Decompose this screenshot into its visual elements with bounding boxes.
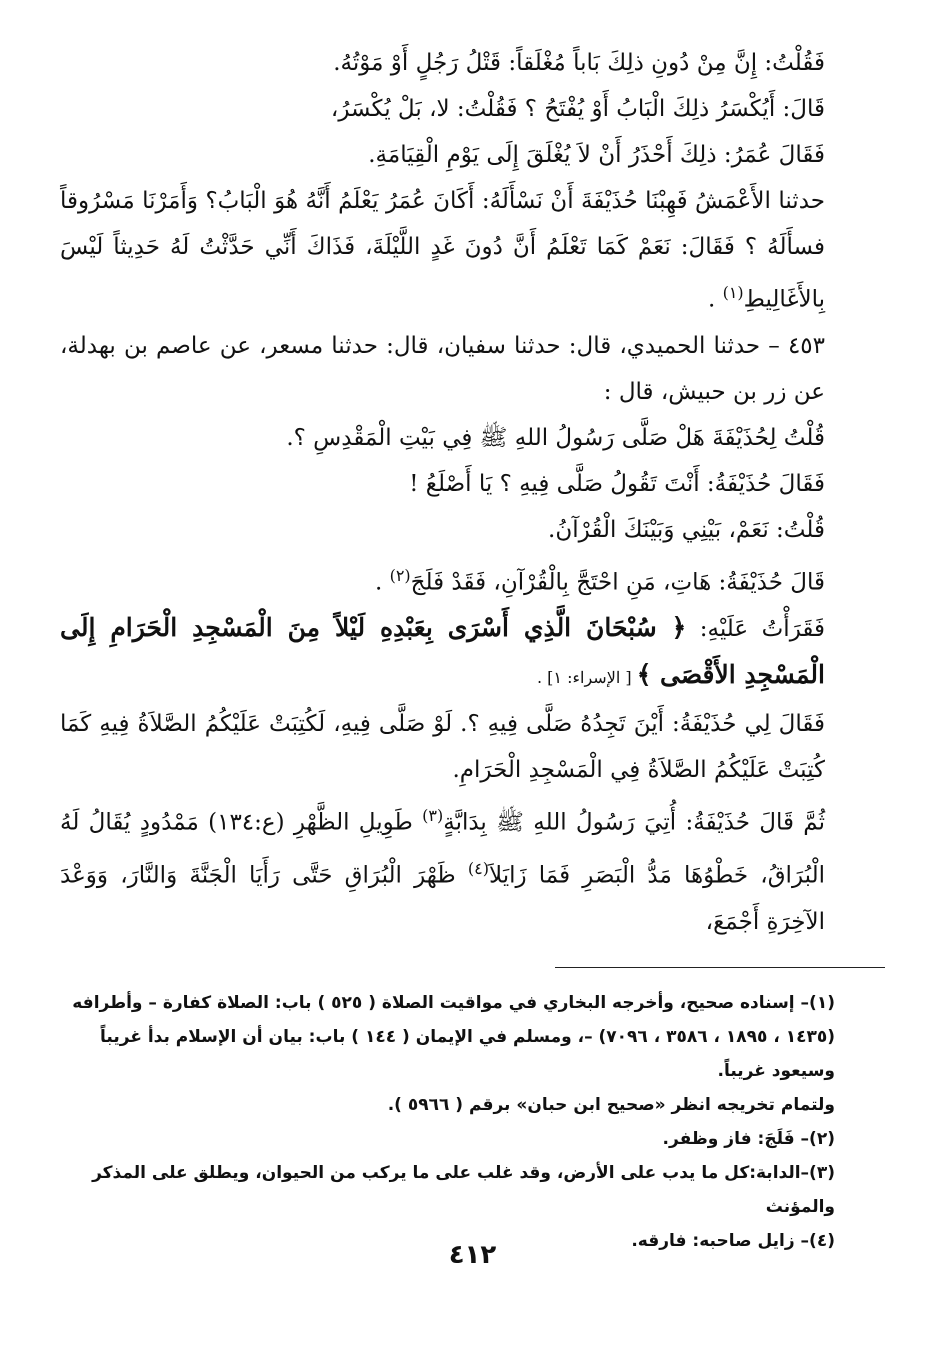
footnote-4: (٤)– زايل صاحبه: فارقه.: [631, 1230, 835, 1251]
footnotes: [60, 986, 885, 1258]
paragraph-text: طَوِيلِ الظَّهْرِ (ع:١٣٤) مَمْدُودٍ يُقَالُ لَهُ الْبُرَاقُ، خَطْوُهَا مَدُّ الْبَصَرِ فَمَا زَايَلاَ: [60, 809, 825, 889]
text-line: فَقَالَ حُذَيْفَةُ: أَنْتَ تَقُولُ صَلَّى فِيهِ ؟ يَا أَصْلَعُ !: [409, 470, 825, 497]
text-line: قُلْتُ لِحُذَيْفَةَ هَلْ صَلَّى رَسُولُ اللهِ ﷺ فِي بَيْتِ الْمَقْدِسِ ؟.: [286, 424, 825, 451]
footnote-marker: (٣): [422, 806, 444, 826]
page-number: ٤١٢: [448, 1240, 497, 1270]
paragraph-text: فَقَالَ لِي حُذَيْفَةُ: أَيْنَ تَجِدُهُ صَلَّى فِيهِ ؟. لَوْ صَلَّى فِيهِ، لَكُتِبَتْ عَلَيْكُمُ الصَّلاَةُ فِيهِ كَمَا كُتِبَتْ عَلَيْكُمُ الصَّلاَةُ فِي الْمَسْجِدِ الْحَرَامِ.: [60, 711, 825, 784]
quran-verse: ﴿ سُبْحَانَ الَّذِي أَسْرَى بِعَبْدِهِ لَيْلاً مِنَ الْمَسْجِدِ الْحَرَامِ إِلَى الْمَسْجِدِ الأَقْصَى ﴾: [60, 613, 825, 690]
footnote-marker: (١): [722, 283, 744, 302]
footnote-marker: (٤): [467, 858, 489, 878]
footnote-2: (٢)– فَلَجَ: فاز وظفر.: [662, 1128, 835, 1149]
quran-reference: [ الإسراء: ١] .: [537, 668, 637, 688]
footnote-1-continued: ولتمام تخريجه انظر «صحيح ابن حبان» برقم ( ٥٩٦٦ ).: [387, 1094, 835, 1115]
hadith-text: ٤٥٣ – حدثنا الحميدي، قال: حدثنا سفيان، قال: حدثنا مسعر، عن عاصم بن بهدلة، عن زر بن حبيش، قال :: [60, 332, 825, 405]
line-text: قَالَ حُذَيْفَةُ: هَاتِ، مَنِ احْتَجَّ بِالْقُرْآنِ، فَقَدْ فَلَجَ: [410, 569, 825, 596]
text-line: فَقُلْتُ: إِنَّ مِنْ دُونِ ذلِكَ بَاباً مُغْلَقاً: قَتْلُ رَجُلٍ أَوْ مَوْتُهُ.: [333, 50, 825, 76]
quran-paragraph: [60, 605, 885, 701]
main-text: [60, 40, 885, 945]
paragraph-text: حدثنا الأَعْمَشُ فَهِبْنَا حُذَيْفَةَ أَنْ نَسْأَلَهُ: أَكَانَ عُمَرُ يَعْلَمُ أَنَّهُ هُوَ الْبَابُ؟ وَأَمَرْنَا مَسْرُوقاً فسأَلَهُ ؟ فَقَالَ: نَعَمْ كَمَا تَعْلَمُ أَنَّ دُونَ غَدٍ اللَّيْلَةَ، فَذَاكَ أَنِّي حَدَّثْتُ لَهُ حَدِيثاً لَيْسَ بِالأَغَالِيطِ: [60, 188, 825, 313]
text-line: قُلْتُ: نَعَمْ، بَيْنِي وَبَيْنَكَ الْقُرْآنُ.: [548, 516, 825, 543]
hadith-chain: [60, 323, 885, 415]
footnote-1: (١)– إسناده صحيح، وأخرجه البخاري في مواقيت الصلاة ( ٥٢٥ ) باب: الصلاة كفارة – وأطرافه (١٤٣٥ ، ١٨٩٥ ، ٣٥٨٦ ، ٧٠٩٦) –، ومسلم في الإيمان ( ١٤٤ ) باب: بيان أن الإسلام بدأ غريباً وسيعود غريباً.: [72, 992, 835, 1081]
text-line: فَقَالَ عُمَرُ: ذلِكَ أَحْذَرُ أَنْ لاَ يُغْلَقَ إِلَى يَوْمِ الْقِيَامَةِ.: [368, 142, 825, 168]
footnote-marker: (٢): [389, 565, 411, 585]
quran-intro: فَقَرَأْتُ عَلَيْهِ:: [686, 616, 826, 643]
paragraph-text: ثُمَّ قَالَ حُذَيْفَةُ: أُتِيَ رَسُولُ اللهِ ﷺ بِدَابَّةٍ: [443, 809, 825, 836]
paragraph: [60, 793, 885, 944]
paragraph-text: ظَهْرَ الْبُرَاقِ حَتَّى رَأَيَا الْجَنَّةَ وَالنَّارَ، وَوَعْدَ الآخِرَةِ أَجْمَعَ،: [60, 862, 825, 935]
paragraph: [60, 701, 885, 793]
footnote-divider: [555, 967, 885, 968]
paragraph: [60, 178, 885, 323]
text-line: قَالَ: أَيُكْسَرُ ذلِكَ الْبَابُ أَوْ يُفْتَحُ ؟ فَقُلْتُ: لا، بَلْ يُكْسَرُ،: [330, 96, 825, 122]
line-end: .: [374, 569, 390, 596]
paragraph-end: .: [707, 286, 723, 313]
footnote-3: (٣)–الدابة:كل ما يدب على الأرض، وقد غلب على ما يركب من الحيوان، ويطلق على المذكر والمؤنث: [92, 1162, 835, 1217]
text-line: [60, 553, 885, 606]
